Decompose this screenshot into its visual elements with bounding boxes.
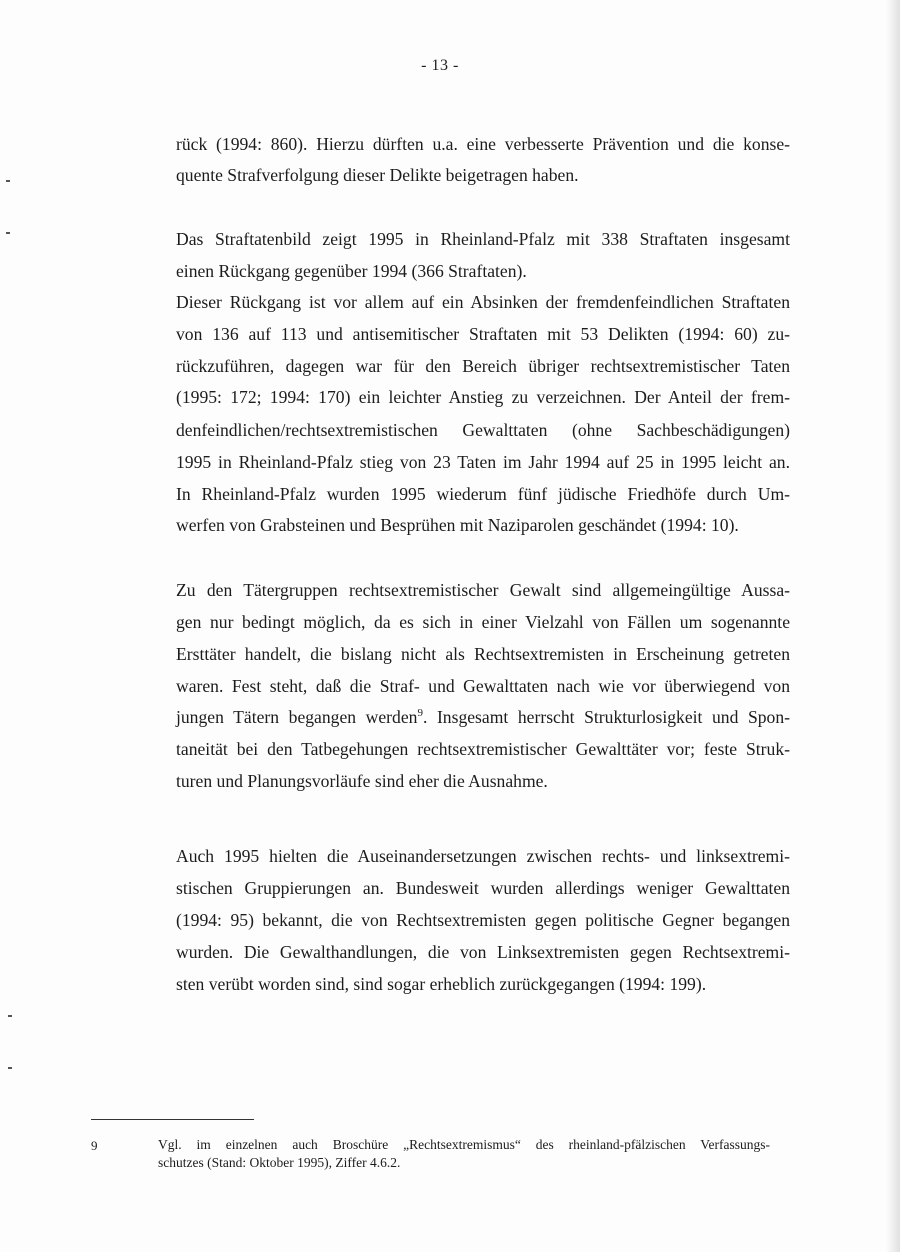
text-line: quente Strafverfolgung dieser Delikte beigetragen haben. xyxy=(176,165,579,185)
text-line: (1995: 172; 1994: 170) ein leichter Anstieg zu verzeichnen. Der Anteil der frem- xyxy=(176,387,790,407)
text-line: stischen Gruppierungen an. Bundesweit wurden allerdings weniger Gewalttaten xyxy=(176,878,790,898)
text-line: taneität bei den Tatbegehungen rechtsextremistischer Gewalttäter vor; feste Struk- xyxy=(176,739,790,759)
text-line: rückzuführen, dagegen war für den Bereich übriger rechtsextremistischer Taten xyxy=(176,356,790,376)
text-line: werfen von Grabsteinen und Besprühen mit Naziparolen geschändet (1994: 10). xyxy=(176,515,739,535)
text-line: Zu den Tätergruppen rechtsextremistischer Gewalt sind allgemeingültige Aussa- xyxy=(176,580,790,600)
footnote-separator xyxy=(91,1119,254,1120)
scan-speck xyxy=(6,180,10,182)
footnote-line: schutzes (Stand: Oktober 1995), Ziffer 4.6.2. xyxy=(158,1155,401,1170)
text-line: 1995 in Rheinland-Pfalz stieg von 23 Taten im Jahr 1994 auf 25 in 1995 leicht an. xyxy=(176,452,790,472)
text-line: (1994: 95) bekannt, die von Rechtsextremisten gegen politische Gegner begangen xyxy=(176,910,790,930)
page-number: - 13 - xyxy=(421,57,459,74)
text-line: sten verübt worden sind, sind sogar erheblich zurückgegangen (1994: 199). xyxy=(176,974,707,994)
text-line: Auch 1995 hielten die Auseinandersetzungen zwischen rechts- und linksextremi- xyxy=(176,846,790,866)
text-line: gen nur bedingt möglich, da es sich in einer Vielzahl von Fällen um sogenannte xyxy=(176,612,790,632)
footnote-reference: 9 xyxy=(417,707,423,719)
text-line: In Rheinland-Pfalz wurden 1995 wiederum fünf jüdische Friedhöfe durch Um- xyxy=(176,484,790,504)
scan-speck xyxy=(8,1067,12,1069)
scan-speck xyxy=(6,232,10,234)
page-edge-shadow xyxy=(886,0,900,1252)
text-line: Ersttäter handelt, die bislang nicht als Rechtsextremisten in Erscheinung getreten xyxy=(176,644,790,664)
text-line: turen und Planungsvorläufe sind eher die Ausnahme. xyxy=(176,771,548,791)
text-line: Dieser Rückgang ist vor allem auf ein Absinken der fremdenfeindlichen Straftaten xyxy=(176,292,790,312)
text-line: Das Straftatenbild zeigt 1995 in Rheinland-Pfalz mit 338 Straftaten insgesamt xyxy=(176,229,790,249)
footnote-line: Vgl. im einzelnen auch Broschüre „Rechtsextremismus“ des rheinland-pfälzischen Verfassungs- xyxy=(158,1137,770,1152)
text-segment: jungen Tätern begangen werden xyxy=(176,707,418,727)
text-line: einen Rückgang gegenüber 1994 (366 Straftaten). xyxy=(176,261,527,281)
scan-speck xyxy=(8,1015,12,1017)
text-segment: Insgesamt herrscht Strukturlosigkeit und Spon- xyxy=(436,707,791,727)
footnote-number: 9 xyxy=(91,1138,98,1153)
text-line: wurden. Die Gewalthandlungen, die von Linksextremisten gegen Rechtsextremi- xyxy=(176,942,790,962)
text-line: rück (1994: 860). Hierzu dürften u.a. eine verbesserte Prävention und die konse- xyxy=(176,134,790,154)
text-line: denfeindlichen/rechtsextremistischen Gewalttaten (ohne Sachbeschädigungen) xyxy=(176,420,790,440)
text-line: jungen Tätern begangen werden$^9$. Insgesamt herrscht Strukturlosigkeit und Spon- xyxy=(176,707,791,727)
text-line: waren. Fest steht, daß die Straf- und Gewalttaten nach wie vor überwiegend von xyxy=(176,676,790,696)
text-line: von 136 auf 113 und antisemitischer Straftaten mit 53 Delikten (1994: 60) zu- xyxy=(176,324,790,344)
